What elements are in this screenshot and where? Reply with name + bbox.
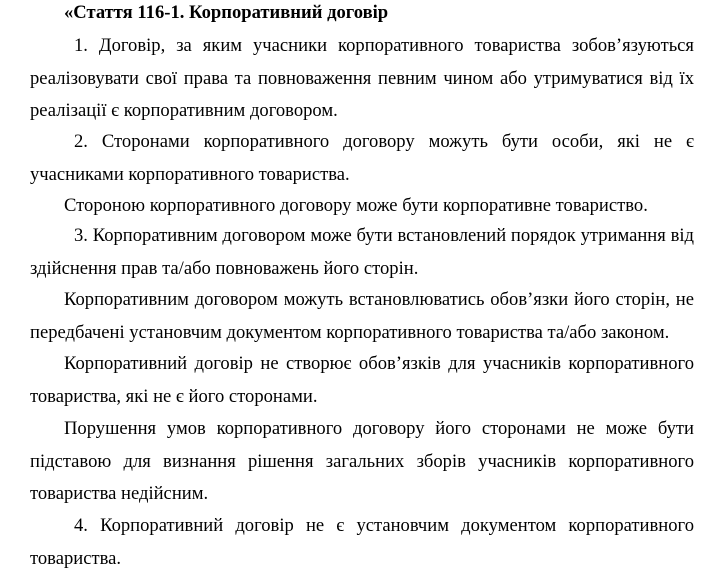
- article-title: «Стаття 116-1. Корпоративний договір: [64, 2, 389, 23]
- paragraph-8: 4. Корпоративний договір не є установчим документом корпоративного товариства.: [30, 515, 694, 569]
- paragraph-2: 2. Сторонами корпоративного договору можуть бути особи, які не є учасниками корпоративного товариства.: [30, 131, 694, 185]
- paragraph-7: Порушення умов корпоративного договору його сторонами не може бути підставою для визнання рішення загальних зборів учасників корпоративного товариства недійсним.: [30, 418, 694, 505]
- paragraph-6: Корпоративний договір не створює обов’язків для учасників корпоративного товариства, які не є його сторонами.: [30, 353, 694, 407]
- paragraph-3: Стороною корпоративного договору може бути корпоративне товариство.: [64, 195, 648, 216]
- paragraph-1: 1. Договір, за яким учасники корпоративного товариства зобов’язуються реалізовувати свої права та повноваження певним чином або утримуватися від їх реалізації є корпоративним договором.: [30, 35, 694, 122]
- paragraph-5: Корпоративним договором можуть встановлюватись обов’язки його сторін, не передбачені установчим документом корпоративного товариства та/або законом.: [30, 289, 694, 343]
- paragraph-4: 3. Корпоративним договором може бути встановлений порядок утримання від здійснення прав та/або повноважень його сторін.: [30, 225, 694, 279]
